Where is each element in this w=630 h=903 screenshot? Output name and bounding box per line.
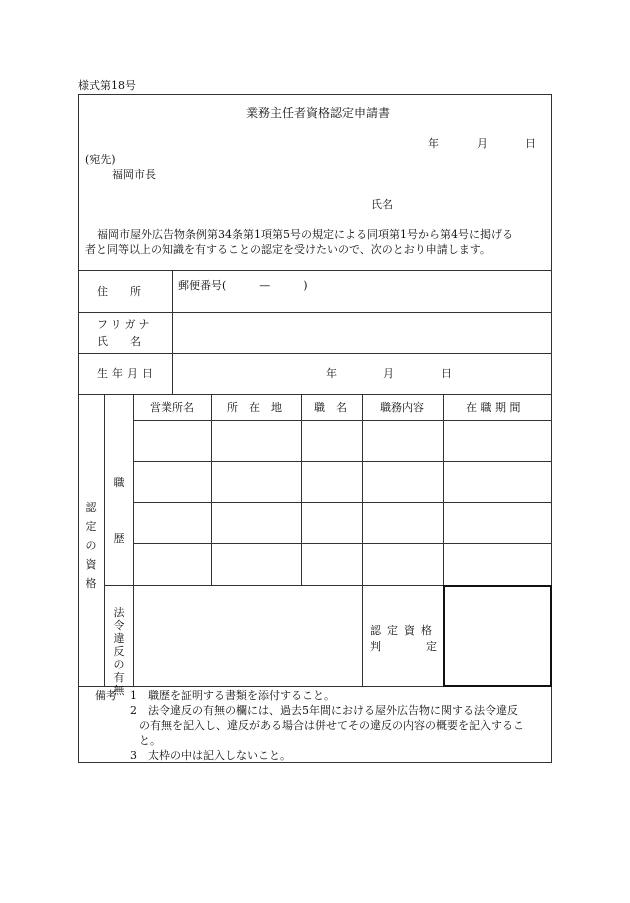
date-day: 日 (525, 137, 536, 150)
column-office-name: 営業所名 (150, 401, 194, 414)
birth-year: 年 (326, 367, 337, 380)
judgment-label-line-1: 認定資格 (370, 624, 438, 637)
form-number: 様式第18号 (78, 79, 136, 92)
note-3: 3 太枠の中は記入しないこと。 (130, 749, 291, 762)
addressee-label: (宛先) (85, 153, 116, 166)
column-tenure: 在 職 期 間 (466, 401, 521, 414)
career-label: 職 歴 (113, 476, 125, 545)
note-2-cont: の有無を記入し、違反がある場合は併せてその違反の内容の概要を記入するこ (139, 719, 524, 732)
note-1: 1 職歴を証明する書類を添付すること。 (130, 689, 335, 702)
birth-day: 日 (441, 367, 452, 380)
note-2: 2 法令違反の有無の欄には、過去5年間における屋外広告物に関する法令違反 (130, 704, 518, 717)
date-month: 月 (477, 137, 488, 150)
note-2-end: と。 (139, 734, 161, 747)
judgment-label-line-2: 判 (370, 640, 381, 653)
addressee-name: 福岡市長 (112, 168, 156, 181)
furigana-label: フリガナ (97, 318, 153, 331)
judgment-label-line-3: 定 (426, 640, 437, 653)
column-duties: 職務内容 (380, 401, 424, 414)
column-position: 職 名 (314, 401, 347, 414)
date-year: 年 (428, 137, 439, 150)
postal-code-field[interactable]: 郵便番号( — ) (178, 279, 308, 292)
birth-month: 月 (383, 367, 394, 380)
notes-label: 備考 (95, 689, 117, 702)
birth-date-label: 生年月日 (97, 367, 157, 380)
declaration-line-2: 者と同等以上の知識を有することの認定を受けたいので、次のとおり申請します。 (85, 243, 491, 256)
column-location: 所 在 地 (227, 401, 282, 414)
applicant-name-label: 氏名 (371, 198, 393, 211)
form-title: 業務主任者資格認定申請書 (246, 106, 391, 120)
declaration-line-1: 福岡市屋外広告物条例第34条第1項第5号の規定による同項第1号から第4号に掲げる (97, 228, 513, 241)
violation-label: 法 令 違 反 の 有 無 (113, 606, 125, 697)
judgment-box (443, 585, 552, 687)
qualification-label: 認 定 の 資 格 (85, 501, 97, 590)
address-label: 住 所 (97, 285, 141, 298)
name-label: 氏 名 (97, 335, 141, 348)
